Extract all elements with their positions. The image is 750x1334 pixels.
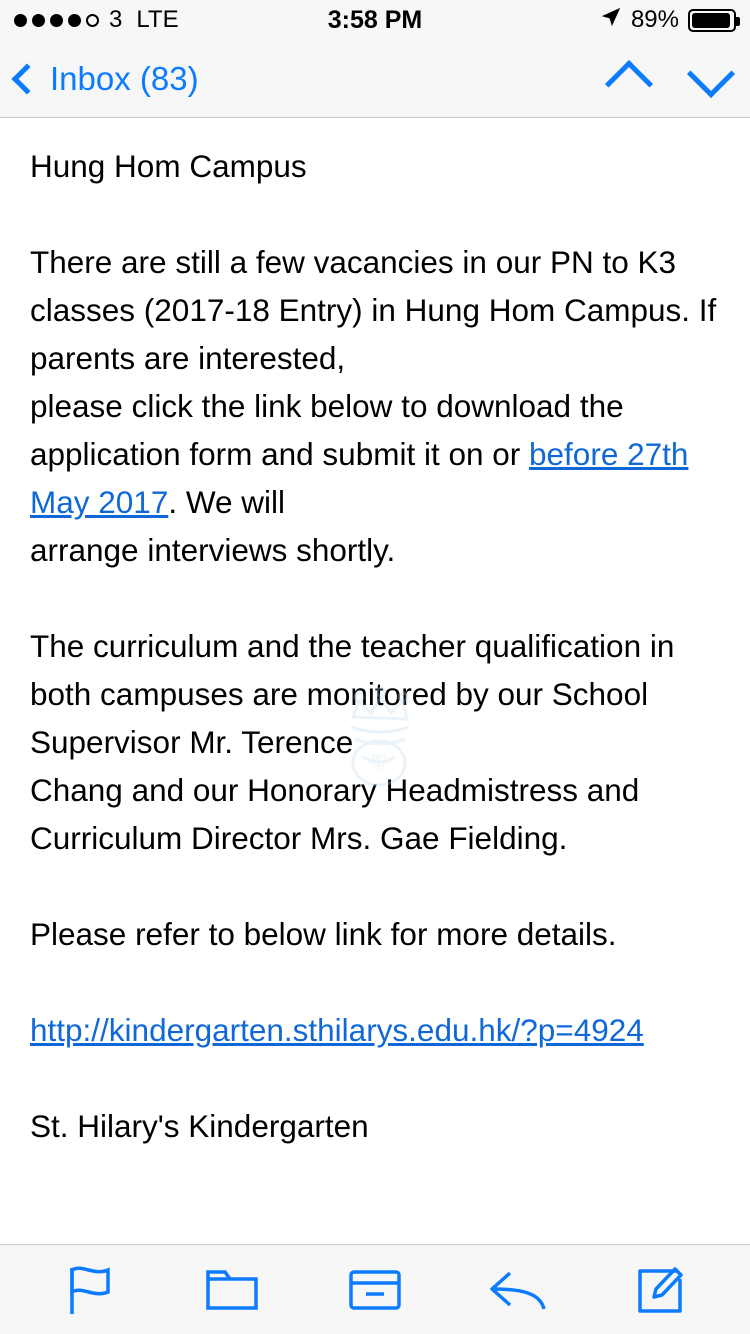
message-text-container bbox=[30, 142, 720, 1150]
compose-icon bbox=[636, 1265, 686, 1315]
svg-text:聖: 聖 bbox=[370, 754, 388, 773]
previous-message-button[interactable] bbox=[605, 59, 653, 107]
message-paragraph bbox=[30, 142, 720, 190]
back-button-label: Inbox (83) bbox=[50, 59, 199, 97]
mail-toolbar bbox=[0, 1244, 750, 1334]
chevron-left-icon bbox=[11, 63, 42, 94]
message-paragraph bbox=[30, 910, 720, 958]
flag-icon bbox=[66, 1264, 112, 1316]
archive-button[interactable] bbox=[340, 1259, 410, 1321]
message-body[interactable] bbox=[0, 118, 750, 1244]
signal-strength-icon bbox=[14, 14, 99, 27]
next-message-button[interactable] bbox=[687, 49, 735, 97]
network-type-label: LTE bbox=[136, 6, 179, 33]
flag-button[interactable] bbox=[54, 1259, 124, 1321]
message-paragraph bbox=[30, 622, 720, 862]
message-text-run: There are still a few vacancies in our PN to K3 classes (2017-18 Entry) in Hung Hom Campus. If parents are interested, bbox=[30, 244, 717, 376]
status-time: 3:58 PM bbox=[327, 5, 423, 34]
message-text-run: please click the link below to download the application form and submit it on or bbox=[30, 388, 624, 472]
carrier-label: 3 bbox=[109, 6, 123, 33]
message-text-run: Hung Hom Campus bbox=[30, 148, 307, 184]
status-bar bbox=[0, 0, 750, 40]
message-text-run: The curriculum and the teacher qualification in both campuses are monitored by our School Supervisor Mr. Terence bbox=[30, 628, 675, 760]
back-to-inbox-button[interactable] bbox=[16, 60, 199, 98]
message-paragraph bbox=[30, 1102, 720, 1150]
message-paragraph bbox=[30, 238, 720, 574]
compose-button[interactable] bbox=[626, 1259, 696, 1321]
reply-button[interactable] bbox=[483, 1259, 553, 1321]
move-to-folder-button[interactable] bbox=[197, 1259, 267, 1321]
message-link[interactable]: http://kindergarten.sthilarys.edu.hk/?p=4924 bbox=[30, 1012, 644, 1048]
message-pager bbox=[612, 57, 728, 101]
navigation-bar bbox=[0, 40, 750, 118]
message-paragraph bbox=[30, 1006, 720, 1054]
location-arrow-icon bbox=[600, 6, 622, 35]
message-text-run: arrange interviews shortly. bbox=[30, 532, 396, 568]
message-text-run: Please refer to below link for more details. bbox=[30, 916, 617, 952]
archive-icon bbox=[348, 1268, 402, 1312]
battery-percent-label: 89% bbox=[630, 6, 679, 33]
status-right bbox=[600, 6, 736, 35]
message-link[interactable]: before 27th May 2017 bbox=[30, 436, 689, 520]
status-left bbox=[14, 6, 179, 34]
battery-icon bbox=[688, 9, 736, 32]
message-text-run: . We will bbox=[168, 484, 286, 520]
reply-icon bbox=[488, 1267, 548, 1313]
message-text-run: St. Hilary's Kindergarten bbox=[30, 1108, 369, 1144]
message-text-run: Chang and our Honorary Headmistress and Curriculum Director Mrs. Gae Fielding. bbox=[30, 772, 640, 856]
folder-icon bbox=[205, 1268, 259, 1312]
